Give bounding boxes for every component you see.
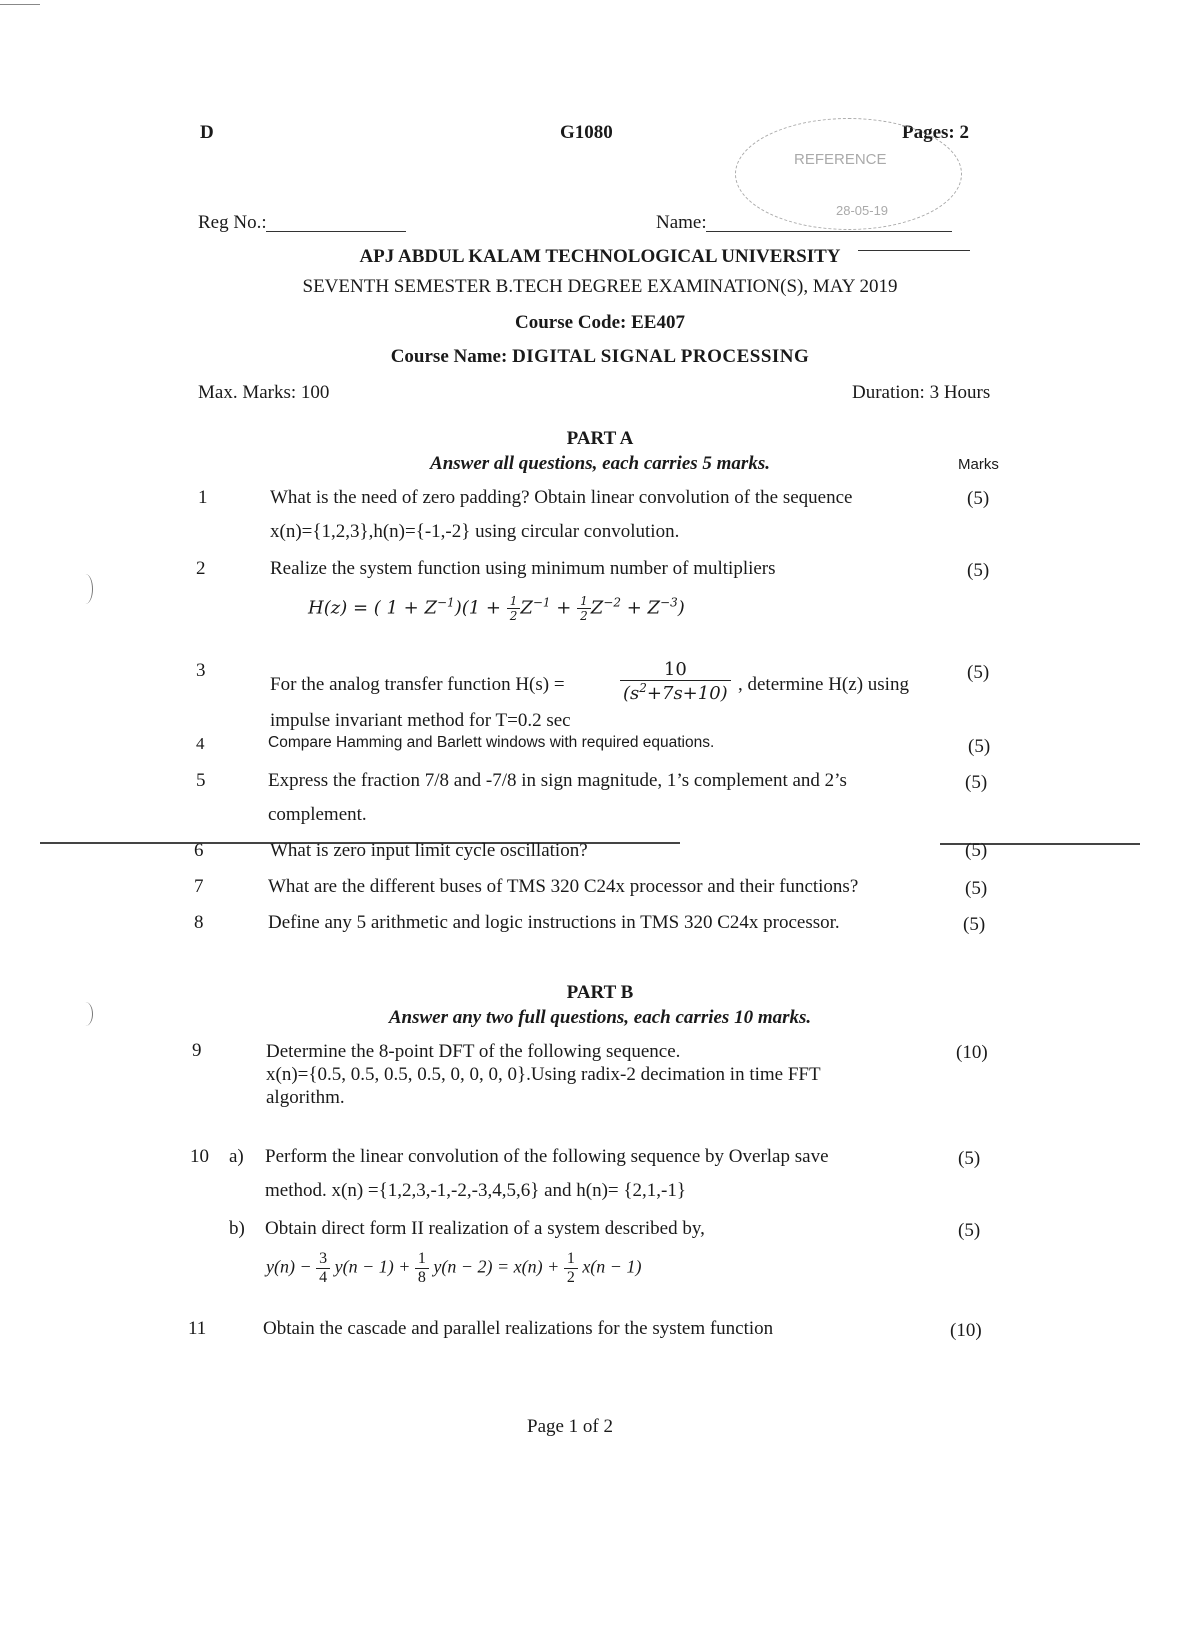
q9-number: 9 [192,1040,202,1061]
reg-no-label: Reg No.: [198,212,267,233]
duration: Duration: 3 Hours [852,382,991,403]
course-name [0,346,1200,368]
q1-marks: (5) [967,488,990,509]
q10b-equation: y(n) − $\frac{3}{4}$ y(n − 1) + $\frac{1}{8}$ y(n − 2) = x(n) + $\frac{1}{2}$ x(n − 1) [266,1250,642,1286]
q5-marks: (5) [965,772,988,793]
q1-line2: x(n)={1,2,3},h(n)={-1,-2} using circular convolution. [270,521,680,542]
q10b-marks: (5) [958,1220,981,1241]
q10a-text [265,1140,930,1208]
q8-marks: (5) [963,914,986,935]
q3-marks: (5) [967,662,990,683]
max-marks: Max. Marks: 100 [198,382,330,403]
q11-marks: (10) [950,1320,982,1341]
q5-line2: complement. [268,804,367,825]
q3-text-before: For the analog transfer function H(s) = [270,674,565,695]
q4-marks: (5) [968,736,991,757]
q1-number: 1 [198,487,208,508]
q11-number: 11 [188,1318,207,1339]
pages-count: Pages: 2 [902,122,970,143]
q10a-label: a) [229,1146,244,1167]
stamp-text-1: REFERENCE [794,151,887,168]
q6-number: 6 [194,840,204,861]
q4-text: Compare Hamming and Barlett windows with required equations. [268,734,715,751]
received-stamp [735,118,962,230]
question-set: D [200,122,214,143]
q9-text [266,1040,821,1109]
q10a-marks: (5) [958,1148,981,1169]
scan-mark-top [0,4,40,5]
q11-text: Obtain the cascade and parallel realizations for the system function [263,1318,774,1339]
q9-line2: x(n)={0.5, 0.5, 0.5, 0.5, 0, 0, 0, 0}.Using radix-2 decimation in time FFT [266,1064,821,1085]
q8-number: 8 [194,912,204,933]
q2-text: Realize the system function using minimum number of multipliers [270,558,776,579]
punch-hole-mark-2 [78,1002,93,1026]
q6-text: What is zero input limit cycle oscillation? [270,840,588,861]
q5-number: 5 [196,770,206,791]
course-code: Course Code: EE407 [515,312,685,333]
q7-marks: (5) [965,878,988,899]
q3-number: 3 [196,660,206,681]
punch-hole-mark-1 [78,574,93,604]
header-stroke [858,250,970,251]
part-a-instruction: Answer all questions, each carries 5 marks. [430,453,770,474]
q2-number: 2 [196,558,206,579]
paper-code: G1080 [560,122,613,143]
reg-no-line [266,231,406,232]
course-name-label: Course Name: [390,346,513,367]
part-b-title: PART B [566,982,634,1003]
stamp-text-2: 28-05-19 [836,203,889,218]
q9-marks: (10) [956,1042,988,1063]
part-b-instruction: Answer any two full questions, each carries 10 marks. [388,1007,812,1028]
q10b-label: b) [229,1218,245,1239]
q4-number: 4 [196,734,205,753]
q8-text: Define any 5 arithmetic and logic instructions in TMS 320 C24x processor. [268,912,840,933]
q3-line2: impulse invariant method for T=0.2 sec [270,710,571,731]
q10-number: 10 [190,1146,209,1167]
exam-title: SEVENTH SEMESTER B.TECH DEGREE EXAMINATION(S), MAY 2019 [302,276,898,297]
q10a-line2: method. x(n) ={1,2,3,-1,-2,-3,4,5,6} and h(n)= {2,1,-1} [265,1180,686,1201]
q9-line1: Determine the 8-point DFT of the following sequence. [266,1041,681,1062]
q5-line1: Express the fraction 7/8 and -7/8 in sign magnitude, 1’s complement and 2’s [268,770,847,791]
q5-text [268,764,938,832]
q2-marks: (5) [967,560,990,581]
part-a-title: PART A [566,428,634,449]
q7-number: 7 [194,876,204,897]
q9-line3: algorithm. [266,1087,345,1108]
q6-marks: (5) [965,840,988,861]
university-name: APJ ABDUL KALAM TECHNOLOGICAL UNIVERSITY [359,246,841,267]
q10b-text: Obtain direct form II realization of a system described by, [265,1218,705,1239]
q3-numerator: 10 [620,659,731,681]
course-name-value: DIGITAL SIGNAL PROCESSING [512,346,810,367]
q10a-line1: Perform the linear convolution of the following sequence by Overlap save [265,1146,829,1167]
marks-header: Marks [958,456,999,473]
q1-text [270,481,940,549]
q2-equation: H(z) = ( $1 + Z^{-1})(1$ + $\frac{1}{2}$ $Z^{-1}$ + $\frac{1}{2}$ $Z^{-2} + Z^{-3}$) [308,594,685,623]
q1-line1: What is the need of zero padding? Obtain linear convolution of the sequence [270,487,853,508]
q3-text-after: , determine H(z) using [738,674,909,695]
name-label: Name: [656,212,707,233]
q7-text: What are the different buses of TMS 320 C24x processor and their functions? [268,876,859,897]
q3-fraction: $\frac{10}{(s^2+7s+10)}$ [620,659,731,704]
page-number: Page 1 of 2 [527,1416,614,1437]
name-line [706,231,952,232]
